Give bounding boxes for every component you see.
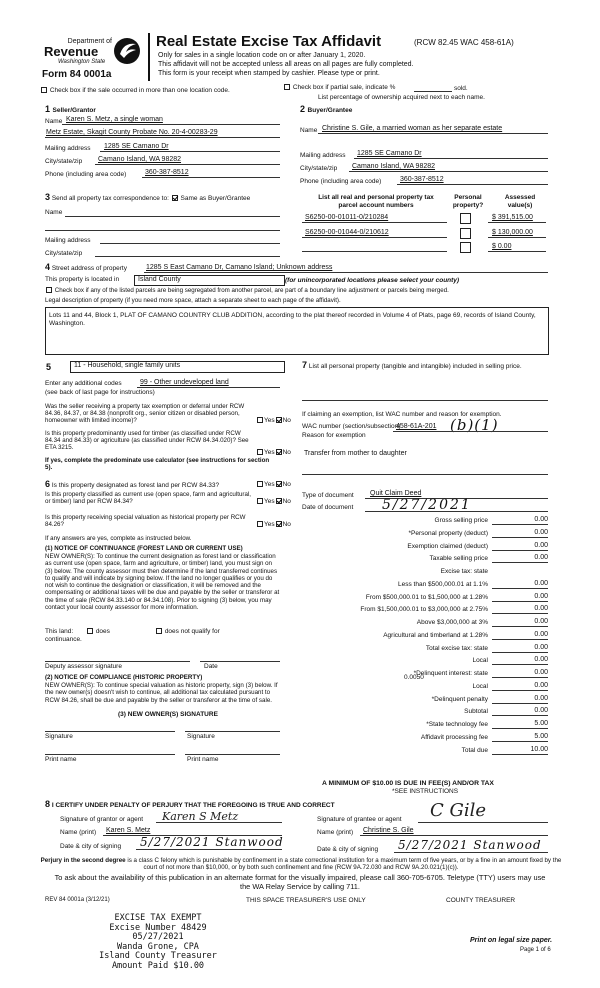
q-forest-land: 6 Is this property designated as forest land per RCW 84.33?: [45, 479, 220, 489]
tax-row-value-1[interactable]: 0.00: [534, 528, 548, 536]
tax-row-line-2: [492, 550, 548, 551]
q-timber-agriculture: Is this property predominantly used for timber (as classified under RCW 84.34 and 84.33) or agriculture (as classified under RCW 84.34.020)? See ETA 3215.: [45, 430, 249, 451]
tax-row-value-15[interactable]: 0.00: [534, 707, 548, 715]
q6b-yes-checkbox[interactable]: [257, 498, 263, 504]
tax-row-line-10: [492, 652, 548, 653]
tax-row-value-16[interactable]: 5.00: [534, 720, 548, 727]
legal-paper-note: Print on legal size paper.: [470, 937, 553, 944]
see-instructions-note: *SEE INSTRUCTIONS: [392, 788, 459, 795]
multiple-location-checkbox[interactable]: [41, 87, 47, 93]
tax-row-line-1: [492, 537, 548, 538]
tax-row-line-16: [492, 728, 548, 729]
q-historical: Is this property receiving special valuation as historical property per RCW 84.26?: [45, 514, 246, 528]
q6c-no-checkbox[interactable]: [276, 521, 282, 527]
tax-row-value-2[interactable]: 0.00: [534, 541, 548, 549]
tax-row-line-14: [492, 703, 548, 704]
q6b-yes-no[interactable]: Yes No: [256, 498, 291, 506]
tax-row-label-4: Excise tax: state: [440, 568, 488, 575]
legal-description-label: Legal description of property (if you need more space, attach a separate sheet to each page of the affidavit).: [45, 297, 341, 304]
new-owner-signature-title: (3) NEW OWNER(S) SIGNATURE: [118, 711, 218, 718]
stamp-line-2: Excise Number 48429: [109, 922, 207, 933]
header-note-2: This affidavit will not be accepted unless all areas on all pages are fully completed.: [158, 61, 414, 68]
q6a-no-checkbox[interactable]: [276, 481, 282, 487]
parcel-number-1[interactable]: S6250-00-01011-0/210284: [305, 214, 389, 221]
grantee-date-label: Date & city of signing: [317, 846, 379, 853]
assessed-value-1[interactable]: $ 391,515.00: [492, 214, 533, 221]
grantee-date-city[interactable]: 5/27/2021 Stanwood: [398, 838, 542, 852]
form-title: Real Estate Excise Tax Affidavit: [156, 33, 382, 50]
parcel-number-2[interactable]: S6250-00-01044-0/210612: [305, 229, 389, 236]
revenue-logo-icon: [112, 36, 144, 66]
owner-print-name-label-2: Print name: [187, 756, 219, 763]
same-as-buyer-checkbox[interactable]: [172, 195, 178, 201]
tax-row-value-14[interactable]: 0.00: [534, 694, 548, 702]
wac-label: WAC number (section/subsection): [302, 423, 401, 430]
tax-row-line-13: [492, 690, 548, 691]
tax-row-value-6[interactable]: 0.00: [534, 592, 548, 600]
q6c-yes-checkbox[interactable]: [257, 521, 263, 527]
tax-row-line-18: [492, 754, 548, 755]
treasurer-stamp: [98, 914, 218, 971]
partial-note: List percentage of ownership acquired next to each name.: [318, 94, 485, 101]
segregated-checkbox-row[interactable]: Check box if any of the listed parcels are being segregated from another parcel, are part of a boundary line adjustment or parcels being merged.: [45, 287, 449, 294]
tax-row-value-11[interactable]: 0.00: [534, 656, 548, 664]
header-note-1: Only for sales in a single location code on or after January 1, 2020.: [158, 52, 366, 59]
tax-row-label-18: Total due: [461, 746, 488, 754]
seller-name-line2[interactable]: Metz Estate, Skagit County Probate No. 20-4-00283-29: [46, 129, 218, 136]
county-treasurer-label: COUNTY TREASURER: [446, 897, 516, 904]
stamp-line-1: EXCISE TAX EXEMPT: [114, 913, 202, 923]
tax-row-label-11: Local: [472, 657, 488, 665]
q6a-yes-no[interactable]: Yes No: [256, 481, 291, 489]
buyer-mailing-label: Mailing address: [300, 152, 346, 159]
exemption-question: If claiming an exemption, list WAC number and reason for exemption.: [302, 411, 502, 418]
owner-signature-label-2: Signature: [187, 733, 215, 740]
stamp-line-3: 05/27/2021: [132, 932, 184, 942]
exemption-reason[interactable]: Transfer from mother to daughter: [304, 450, 407, 457]
corr-city-label: City/state/zip: [45, 250, 83, 257]
tax-row-label-12: *Delinquent interest: state: [413, 670, 488, 677]
deputy-date-label: Date: [204, 663, 218, 670]
reason-label: Reason for exemption: [302, 432, 366, 439]
stamp-line-5: Island County Treasurer: [99, 951, 217, 961]
dept-state: Washington State: [58, 59, 106, 65]
buyer-city-label: City/state/zip: [300, 165, 338, 172]
grantor-name-label: Name (print): [60, 829, 97, 836]
tax-row-line-17: [492, 741, 548, 742]
personal-property-checkbox-2[interactable]: [460, 228, 471, 239]
grantor-signature[interactable]: Karen S Metz: [162, 810, 239, 823]
section-2-heading: 2 Buyer/Grantee: [300, 104, 353, 114]
does-not-checkbox[interactable]: [156, 628, 162, 634]
buyer-city[interactable]: Camano Island, WA 98282: [352, 163, 436, 170]
buyer-phone-label: Phone (including area code): [300, 178, 382, 185]
tax-row-value-3[interactable]: 0.00: [534, 554, 548, 562]
header-note-3: This form is your receipt when stamped by cashier. Please type or print.: [158, 70, 380, 77]
corr-mailing-label: Mailing address: [45, 237, 91, 244]
tax-row-line-11: [492, 664, 548, 665]
page-number: Page 1 of 6: [520, 947, 551, 953]
land-use-code-select[interactable]: 11 - Household, single family units: [70, 361, 285, 373]
certify-heading: 8 I CERTIFY UNDER PENALTY OF PERJURY THAT THE FOREGOING IS TRUE AND CORRECT: [45, 799, 335, 809]
q-exemption-deferral: Was the seller receiving a property tax exemption or deferral under RCW 84.36, 84.37, or 84.38 (nonprofit org., senior citizen or disabled person, homeowner with limited income)?: [45, 403, 245, 424]
property-street[interactable]: 1285 S East Camano Dr, Camano Island; Unknown address: [146, 264, 333, 271]
personal-heading: Personal property?: [452, 194, 484, 209]
seller-city[interactable]: Camano Island, WA 98282: [98, 156, 182, 163]
unincorporated-note: (for unincorporated locations please select your county): [285, 277, 460, 284]
grantor-date-label: Date & city of signing: [60, 843, 122, 850]
tax-row-line-9: [492, 639, 548, 640]
owner-signature-label-1: Signature: [45, 733, 73, 740]
section-5-num: 5: [46, 362, 52, 372]
additional-codes-label: Enter any additional codes: [45, 380, 122, 387]
q6c-yes-no[interactable]: Yes No: [256, 521, 291, 529]
tax-row-value-12[interactable]: 0.00: [534, 669, 548, 676]
dept-line1: Department of: [67, 38, 112, 45]
buyer-mailing[interactable]: 1285 SE Camano Dr: [357, 150, 422, 157]
tax-row-value-7[interactable]: 0.00: [534, 605, 548, 613]
tax-row-label-1: *Personal property (deduct): [408, 529, 488, 537]
assessed-heading: Assessed value(s): [504, 194, 536, 209]
tax-row-line-3: [492, 562, 548, 563]
tax-row-label-17: Affidavit processing fee: [420, 733, 488, 741]
personal-property-checkbox-3[interactable]: [460, 242, 471, 253]
tax-row-label-7: From $1,500,000.01 to $3,000,000 at 2.75%: [360, 606, 488, 614]
if-yes-note: If any answers are yes, complete as instructed below.: [45, 535, 192, 542]
tax-row-label-3: Taxable selling price: [429, 555, 488, 563]
tax-row-line-8: [492, 626, 548, 627]
dept-revenue: Revenue: [44, 44, 99, 59]
tax-row-label-2: Exemption claimed (deduct): [407, 542, 488, 550]
rev-number: REV 84 0001a (3/12/21): [45, 897, 110, 903]
tax-row-value-13[interactable]: 0.00: [534, 681, 548, 689]
form-rcw: (RCW 82.45 WAC 458-61A): [414, 38, 514, 47]
q-current-use: Is this property classified as current use (open space, farm and agricultural, or timber) land per RCW 84.34?: [45, 491, 252, 505]
notice2-text: NEW OWNER(S): To continue special valuation as historic property, sign (3) below. If the new owner(s) doesn't wish to continue, all additional tax calculated pursuant to RCW 84.26, shall be due and payable by the seller or transferor at the time of sale.: [45, 682, 278, 704]
doc-date[interactable]: 5/27/2021: [382, 497, 472, 513]
tax-row-label-8: Above $3,000,000 at 3%: [416, 619, 488, 626]
additional-codes[interactable]: 99 - Other undeveloped land: [140, 379, 229, 386]
tax-row-label-13: Local: [472, 682, 488, 690]
owner-print-name-label-1: Print name: [45, 756, 77, 763]
tax-row-label-15: Subtotal: [464, 708, 488, 716]
does-not-checkbox-row[interactable]: does not qualify for: [155, 628, 220, 636]
q-timber-note: If yes, complete the predominate use calculator (see instructions for section 5).: [45, 457, 270, 471]
buyer-name-label: Name: [300, 127, 318, 134]
buyer-phone[interactable]: 360-387-8512: [400, 176, 444, 183]
tax-row-value-9[interactable]: 0.00: [534, 630, 548, 638]
q6b-no-checkbox[interactable]: [276, 498, 282, 504]
tax-row-line-12: [492, 677, 548, 678]
tax-row-line-0: [492, 524, 548, 525]
tax-row-label-14: *Delinquent penalty: [431, 695, 488, 703]
legal-description[interactable]: Lots 11 and 44, Block 1, PLAT OF CAMANO COUNTRY CLUB ADDITION, according to the plat thereof recorded in Volume 4 of Plats, page 69, records of Island County, Washington.: [45, 307, 549, 355]
additional-codes-note: (see back of last page for instructions): [45, 389, 155, 396]
partial-sale-checkbox[interactable]: [284, 84, 290, 90]
assessed-value-2[interactable]: $ 130,000.00: [492, 229, 533, 236]
doc-type-label: Type of document: [302, 492, 354, 499]
form-number: Form 84 0001a: [42, 69, 112, 80]
assessed-value-3[interactable]: $ 0.00: [492, 243, 512, 250]
notice1-title: (1) NOTICE OF CONTINUANCE (FOREST LAND OR CURRENT USE): [45, 545, 243, 552]
tax-row-line-7: [492, 613, 548, 614]
grantor-name[interactable]: Karen S. Metz: [106, 827, 151, 834]
wac-subsection-handwritten: (b)(1): [450, 416, 499, 434]
seller-mailing-label: Mailing address: [45, 145, 91, 152]
alt-format-notice: To ask about the availability of this publication in an alternate format for the visually impaired, please call 360-705-6705. Teletype (TTY) users may use the WA Relay Service by calling 711.: [54, 873, 546, 891]
tax-row-line-5: [492, 588, 548, 589]
grantee-sig-label: Signature of grantee or agent: [317, 816, 402, 823]
stamp-line-6: Amount Paid $10.00: [111, 960, 205, 971]
partial-sold: sold.: [454, 85, 468, 92]
tax-row-value-10[interactable]: 0.00: [534, 643, 548, 651]
tax-row-line-6: [492, 601, 548, 602]
parcel-list-heading: List all real and personal property tax parcel account numbers: [318, 194, 434, 209]
grantee-name-label: Name (print): [317, 829, 354, 836]
grantee-signature[interactable]: C Gile: [430, 800, 487, 821]
segregated-checkbox[interactable]: [46, 287, 52, 293]
seller-city-label: City/state/zip: [45, 158, 83, 165]
section-3-heading: 3 Send all property tax correspondence to: Same as Buyer/Grantee: [45, 192, 251, 202]
q1-yes-checkbox[interactable]: [257, 417, 263, 423]
multiple-location-checkbox-row[interactable]: Check box if the sale occurred in more than one location code.: [40, 87, 230, 95]
section-1-heading: 1 Seller/Grantor: [45, 104, 96, 114]
stamp-line-4: Wanda Grone, CPA: [117, 941, 199, 952]
seller-phone-label: Phone (including area code): [45, 171, 127, 178]
notice1-text: NEW OWNER(S): To continue the current designation as forest land or classification as current use (open space, farm and agriculture, or timber) land, you must sign on (3) below. The county assessor must then determine if the land transferred continues to qualify and will indicate by signing below. If the land no longer qualifies or you do not wish to continue the designation or classification, it will be removed and the compensating or additional taxes will be due and payable by the seller or transferor at the time of sale (RCW 84.33.140 or 84.34.108). Prior to signing (3) below, you may contact your local county assessor for more information.: [45, 553, 280, 612]
section-4-street: 4 Street address of property: [45, 262, 127, 272]
treasurer-use-only: THIS SPACE TREASURER'S USE ONLY: [246, 897, 366, 904]
grantee-name[interactable]: Christine S. Gile: [363, 827, 414, 834]
buyer-name[interactable]: Christine S. Gile, a married woman as her separate estate: [322, 125, 503, 132]
corr-name-label: Name: [45, 209, 63, 216]
section-7-text: 7 List all personal property (tangible and intangible) included in selling price.: [302, 360, 522, 370]
perjury-notice: Perjury in the second degree is a class C felony which is punishable by confinement in a state correctional institution for a maximum term of five years, or by a fine in an amount fixed by the court of not more than $10,000, or by both such confinement and fine (RCW 9A.72.030 and RCW 9A.20.021(1)(c)).: [40, 857, 562, 871]
q2-yes-checkbox[interactable]: [257, 449, 263, 455]
grantor-sig-label: Signature of grantor or agent: [60, 816, 144, 823]
minimum-due-note: A MINIMUM OF $10.00 IS DUE IN FEE(S) AND/OR TAX: [322, 780, 494, 787]
wac-number[interactable]: 458-61A-201: [396, 423, 437, 430]
tax-row-label-5: Less than $500,000.01 at 1.1%: [398, 580, 488, 588]
tax-row-label-16: *State technology fee: [426, 721, 488, 728]
q2-yes-no[interactable]: Yes No: [256, 449, 291, 457]
q6a-yes-checkbox[interactable]: [257, 481, 263, 487]
tax-row-label-6: From $500,000.01 to $1,500,000 at 1.28%: [365, 593, 488, 601]
doc-date-label: Date of document: [302, 504, 354, 511]
tax-row-value-17[interactable]: 5.00: [534, 732, 548, 740]
tax-row-value-8[interactable]: 0.00: [534, 618, 548, 625]
this-land-label: This land:: [45, 628, 74, 635]
partial-sale-checkbox-row[interactable]: Check box if partial sale, indicate %: [283, 84, 395, 92]
does-checkbox-row[interactable]: does: [86, 628, 110, 636]
tax-row-label-10: Total excise tax: state: [425, 644, 488, 652]
tax-row-value-18[interactable]: 10.00: [530, 745, 548, 753]
tax-row-value-0[interactable]: 0.00: [534, 516, 548, 523]
deputy-signature-label: Deputy assessor signature: [45, 663, 122, 670]
doc-type[interactable]: Quit Claim Deed: [370, 490, 422, 497]
does-checkbox[interactable]: [87, 628, 93, 634]
seller-name-line1[interactable]: Karen S. Metz, a single woman: [66, 116, 163, 123]
local-rate[interactable]: 0.0050: [404, 674, 424, 681]
q1-no-checkbox[interactable]: [276, 417, 282, 423]
notice2-title: (2) NOTICE OF COMPLIANCE (HISTORIC PROPERTY): [45, 674, 203, 681]
personal-property-checkbox-1[interactable]: [460, 213, 471, 224]
county-select[interactable]: Island County: [134, 275, 285, 286]
tax-row-line-15: [492, 715, 548, 716]
tax-row-value-5[interactable]: 0.00: [534, 579, 548, 587]
seller-mailing[interactable]: 1285 SE Camano Dr: [104, 143, 169, 150]
grantor-date-city[interactable]: 5/27/2021 Stanwood: [140, 835, 284, 849]
q2-no-checkbox[interactable]: [276, 449, 282, 455]
tax-row-label-0: Gross selling price: [434, 517, 488, 524]
seller-name-label: Name: [45, 118, 63, 125]
seller-phone[interactable]: 360-387-8512: [145, 169, 189, 176]
continuance-label: continuance.: [45, 636, 82, 643]
located-label: This property is located in: [45, 276, 120, 283]
tax-row-label-9: Agricultural and timberland at 1.28%: [383, 631, 488, 639]
q1-yes-no[interactable]: Yes No: [256, 417, 291, 425]
